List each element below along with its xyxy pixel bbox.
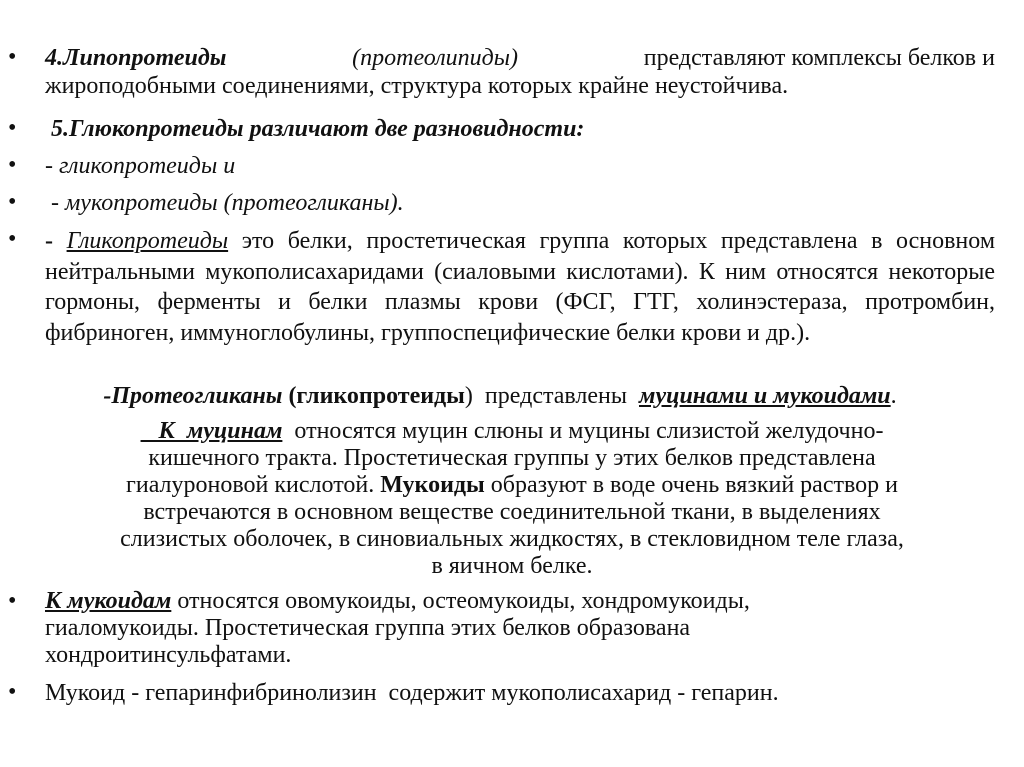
mucins-line-3-b: образуют в воде очень вязкий раствор и [484, 472, 898, 498]
mucoids-text [45, 588, 995, 669]
mucins-line-5: слизистых оболочек, в синовиальных жидкостях, в стекловидном теле глаза, [120, 526, 904, 552]
mucins-line-6: в яичном белке. [431, 553, 593, 579]
bullet-icon: • [8, 152, 17, 178]
proteoglycans-middle: представлены [472, 383, 640, 409]
mucoids-line-3: хондроитинсульфатами. [45, 642, 292, 668]
lipoproteins-line-1-rest: представляют комплексы белков и [643, 45, 995, 71]
bullet-icon: • [8, 189, 17, 215]
lipoproteins-heading: 4.Липопротеиды [45, 45, 227, 71]
mucins-line-2: кишечного тракта. Простетическая группы у этих белков представлена [148, 445, 876, 471]
proteoglycans-end: . [890, 383, 897, 409]
heparin-text: Мукоид - гепаринфибринолизин содержит мукополисахарид - гепарин. [45, 680, 779, 706]
glucoproteins-heading: 5.Глюкопротеиды различают две разновидности: [45, 116, 585, 142]
mucoids-line-1 [45, 588, 995, 615]
paragraph-mucins [0, 418, 1024, 580]
mucins-line-1-rest: относятся муцин слюны и муцины слизистой желудочно- [282, 418, 884, 444]
mucins-mucoids-term: муцинами и мукоидами [639, 383, 891, 409]
mucoids-line-1-rest: относятся овомукоиды, остеомукоиды, хондромукоиды, [171, 588, 750, 614]
bullet-icon: • [8, 44, 17, 70]
glycoproteins-dash: - [45, 228, 67, 254]
mucoids-bold-term: Мукоиды [380, 472, 485, 498]
glycoproteins-item-text: - гликопротеиды и [45, 153, 236, 179]
mucins-line-4: встречаются в основном веществе соединительной ткани, в выделениях [143, 499, 881, 525]
bullet-icon: • [8, 679, 17, 705]
bullet-icon: • [8, 115, 17, 141]
mucins-line-3-a: гиалуроновой кислотой. [126, 472, 381, 498]
mucins-term: К муцинам [140, 418, 283, 444]
paragraph-lipoproteins-line-1 [45, 44, 995, 72]
paragraph-proteoglycans [0, 383, 1012, 410]
proteolipids-term: (протеолипиды) [352, 45, 519, 71]
lipoproteins-line-2: жироподобными соединениями, структура которых крайне неустойчива. [45, 73, 789, 99]
mucoproteins-item-text: - мукопротеиды (протеогликаны). [45, 190, 404, 216]
mucins-line-3 [0, 472, 1024, 499]
mucins-line-1 [0, 418, 1024, 445]
mucoids-term: К мукоидам [45, 588, 172, 614]
proteoglycans-term: -Протеогликаны [103, 383, 283, 409]
mucoids-line-2: гиаломукоиды. Простетическая группа этих белков образована [45, 615, 691, 641]
bullet-icon: • [8, 226, 17, 252]
glycoproteids-paren: (гликопротеиды [288, 383, 465, 409]
glycoproteins-term: Гликопротеиды [66, 228, 229, 254]
glycoproteins-definition-text [45, 226, 995, 348]
paragraph-lipoproteins-text [45, 44, 995, 100]
glycoproteins-definition-body: это белки, простетическая группа которых представлена в основном нейтральными мукополисахаридами (сиаловыми кислотами). К ним относятся некоторые гормоны, ферменты и белки плазмы крови (ФСГ, ГТГ, холинэстераза, протромбин, фибриноген, иммуноглобулины, группоспецифические белки крови и др.). [45, 228, 995, 346]
bullet-icon: • [8, 588, 17, 614]
proteoglycans-close-paren: ) [464, 383, 473, 409]
